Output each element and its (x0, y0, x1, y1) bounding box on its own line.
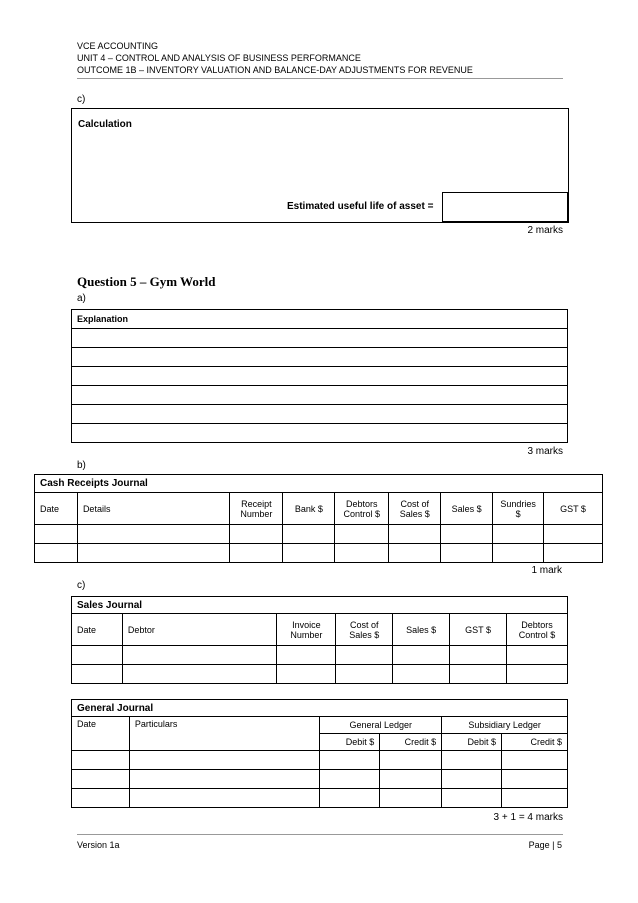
general-journal (71, 699, 568, 808)
part-c-label: c) (77, 94, 86, 105)
col-sales: Sales $ (441, 493, 493, 525)
footer-version: Version 1a (77, 840, 120, 850)
sales-journal (71, 596, 568, 684)
part-c2-label: c) (77, 580, 86, 591)
question-5-title: Question 5 – Gym World (77, 274, 216, 289)
marks-c2: 3 + 1 = 4 marks (493, 812, 563, 823)
table-row[interactable] (72, 770, 568, 789)
col-gl-credit: Credit $ (380, 734, 442, 751)
col-invoice-number: Invoice Number (277, 614, 336, 646)
explanation-line[interactable] (72, 386, 568, 405)
footer-page-number: Page | 5 (528, 840, 562, 850)
calculation-title: Calculation (78, 119, 132, 130)
marks-c1: 2 marks (527, 225, 563, 236)
col-debtors-control: Debtors Control $ (507, 614, 568, 646)
explanation-line[interactable] (72, 329, 568, 348)
col-gst: GST $ (544, 493, 603, 525)
table-row[interactable] (72, 665, 568, 684)
useful-life-answer-box[interactable] (442, 192, 568, 222)
cash-receipts-journal (34, 474, 603, 563)
col-debtors-control: Debtors Control $ (335, 493, 389, 525)
col-particulars: Particulars (129, 717, 320, 751)
table-row[interactable] (72, 751, 568, 770)
table-row[interactable] (72, 789, 568, 808)
header-line-2: UNIT 4 – CONTROL AND ANALYSIS OF BUSINESS PERFORMANCE (77, 53, 361, 63)
header-rule (77, 78, 563, 79)
col-cost-of-sales: Cost of Sales $ (336, 614, 393, 646)
col-subsidiary-ledger: Subsidiary Ledger (442, 717, 568, 734)
col-date: Date (35, 493, 78, 525)
col-cost-of-sales: Cost of Sales $ (389, 493, 441, 525)
table-row[interactable] (35, 525, 603, 544)
col-bank: Bank $ (283, 493, 335, 525)
cash-receipts-title: Cash Receipts Journal (35, 475, 603, 493)
general-journal-title: General Journal (72, 700, 568, 717)
header-line-3: OUTCOME 1B – INVENTORY VALUATION AND BALANCE-DAY ADJUSTMENTS FOR REVENUE (77, 65, 473, 75)
useful-life-label: Estimated useful life of asset = (287, 201, 434, 212)
table-row[interactable] (35, 544, 603, 563)
explanation-line[interactable] (72, 348, 568, 367)
col-sl-credit: Credit $ (502, 734, 568, 751)
col-sundries: Sundries $ (493, 493, 544, 525)
col-receipt-number: Receipt Number (230, 493, 283, 525)
col-sales: Sales $ (393, 614, 450, 646)
footer-rule (77, 834, 563, 835)
part-b-label: b) (77, 460, 86, 471)
explanation-title: Explanation (72, 310, 568, 329)
explanation-line[interactable] (72, 367, 568, 386)
col-date: Date (72, 614, 123, 646)
part-a-label: a) (77, 293, 86, 304)
marks-b: 1 mark (531, 565, 562, 576)
table-row[interactable] (72, 646, 568, 665)
col-debtor: Debtor (122, 614, 277, 646)
col-general-ledger: General Ledger (320, 717, 442, 734)
explanation-table (71, 309, 568, 443)
col-gst: GST $ (450, 614, 507, 646)
col-details: Details (77, 493, 230, 525)
explanation-line[interactable] (72, 405, 568, 424)
col-gl-debit: Debit $ (320, 734, 380, 751)
col-sl-debit: Debit $ (442, 734, 502, 751)
col-date: Date (72, 717, 130, 751)
header-line-1: VCE ACCOUNTING (77, 41, 159, 51)
calculation-box (71, 108, 569, 223)
explanation-line[interactable] (72, 424, 568, 443)
sales-journal-title: Sales Journal (72, 597, 568, 614)
marks-a: 3 marks (527, 446, 563, 457)
